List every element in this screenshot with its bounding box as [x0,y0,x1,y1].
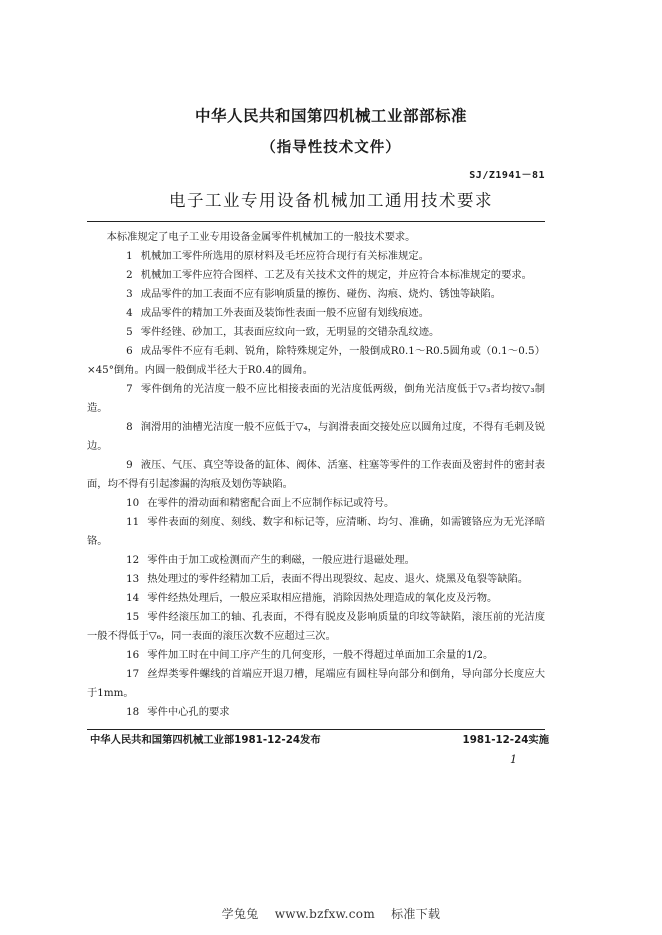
intro-paragraph: 本标准规定了电子工业专用设备金属零件机械加工的一般技术要求。 [106,231,416,243]
clause-number: 7 [126,383,133,395]
clause-text: 成品零件不应有毛刺、锐角，除特殊规定外，一般倒成R0.1～R0.5圆角或（0.1～0.5）×45°倒角。内圆一般倒成半径大于R0.4的圆角。 [87,345,545,376]
clause [87,304,545,323]
clause [87,513,545,551]
clause [87,608,545,646]
clause-text: 零件经热处理后，一般应采取相应措施，消除因热处理造成的氧化皮及污物。 [147,592,498,604]
clause-text: 零件经锉、砂加工，其表面应纹向一致，无明显的交错杂乱纹迹。 [140,326,440,338]
clause-number: 11 [126,516,140,528]
clause [87,589,545,608]
effective-date: 1981-12-24实施 [462,734,549,746]
clause [87,323,545,342]
clause [87,570,545,589]
clause [87,285,545,304]
clause [87,247,545,266]
clause-number: 10 [126,497,140,509]
clause-number: 14 [126,592,140,604]
watermark-footer [0,905,662,922]
standard-code: SJ/Z1941－81 [469,170,545,181]
clause-number: 1 [126,250,133,262]
clause-number: 5 [126,326,133,338]
clause-number: 13 [126,573,140,585]
clause-number: 2 [126,269,133,281]
clause-number: 6 [126,345,133,357]
clause-number: 18 [126,706,140,718]
clause-text: 零件经滚压加工的轴、孔表面，不得有脱皮及影响质量的印纹等缺陷，滚压前的光洁度一般不得低于▽₆，同一表面的滚压次数不应超过三次。 [87,611,545,642]
clause-text: 在零件的滑动面和精密配合面上不应制作标记或符号。 [147,497,395,509]
clause-text: 润滑用的油槽光洁度一般不应低于▽₄，与润滑表面交接处应以圆角过度，不得有毛刺及锐边。 [87,421,545,452]
clause [87,646,545,665]
clause-text: 热处理过的零件经精加工后，表面不得出现裂纹、起皮、退火、烧黑及龟裂等缺陷。 [147,573,529,585]
clause [87,266,545,285]
body-text [87,228,545,722]
clause-text: 零件加工时在中间工序产生的几何变形，一般不得超过单面加工余量的1/2。 [147,649,494,661]
clause [87,418,545,456]
clause-text: 机械加工零件所选用的原材料及毛坯应符合现行有关标准规定。 [140,250,429,262]
clause-text: 零件表面的刻度、刻线、数字和标记等，应清晰、均匀、准确，如需镀铬应为无光泽暗铬。 [87,516,545,547]
clause [87,456,545,494]
clause-text: 液压、气压、真空等设备的缸体、阀体、活塞、柱塞等零件的工作表面及密封件的密封表面，均不得有引起渗漏的沟痕及划伤等缺陷。 [87,459,545,490]
clause-number: 9 [126,459,133,471]
clause-text: 零件由于加工或检测而产生的剩磁，一般应进行退磁处理。 [147,554,415,566]
clause-text: 零件倒角的光洁度一般不应比相接表面的光洁度低两级，倒角光洁度低于▽₃者均按▽₃制造。 [87,383,545,414]
clause-text: 机械加工零件应符合图样、工艺及有关技术文件的规定，并应符合本标准规定的要求。 [140,269,532,281]
document-title: 电子工业专用设备机械加工通用技术要求 [169,191,493,210]
document-type: （指导性技术文件） [261,140,401,156]
clause [87,380,545,418]
clause-number: 12 [126,554,140,566]
clause [87,551,545,570]
clause-number: 4 [126,307,133,319]
clause-text: 零件中心孔的要求 [147,706,230,718]
clause-text: 成品零件的精加工外表面及装饰性表面一般不应留有划线痕迹。 [140,307,429,319]
clause-number: 16 [126,649,140,661]
footer-site-name: 学兔兔 [221,907,259,921]
clause [87,703,545,722]
publication-date: 中华人民共和国第四机械工业部1981-12-24发布 [90,734,321,746]
issuing-authority: 中华人民共和国第四机械工业部部标准 [194,107,467,125]
page-number: 1 [510,753,517,766]
clause-number: 8 [126,421,133,433]
clause-number: 15 [126,611,140,623]
clause [87,494,545,513]
top-divider [87,221,545,222]
clause-number: 3 [126,288,133,300]
clause-text: 成品零件的加工表面不应有影响质量的擦伤、碰伤、沟痕、烧灼、锈蚀等缺陷。 [140,288,502,300]
clause-number: 17 [126,668,140,680]
footer-url[interactable]: www.bzfxw.com [274,907,375,921]
bottom-divider [87,729,545,730]
clause-text: 丝焊类零件螺线的首端应开退刀槽，尾端应有圆柱导向部分和倒角，导向部分长度应大于1mm。 [87,668,545,699]
clause [87,342,545,380]
footer-tagline: 标准下载 [391,907,441,921]
clause [87,665,545,703]
